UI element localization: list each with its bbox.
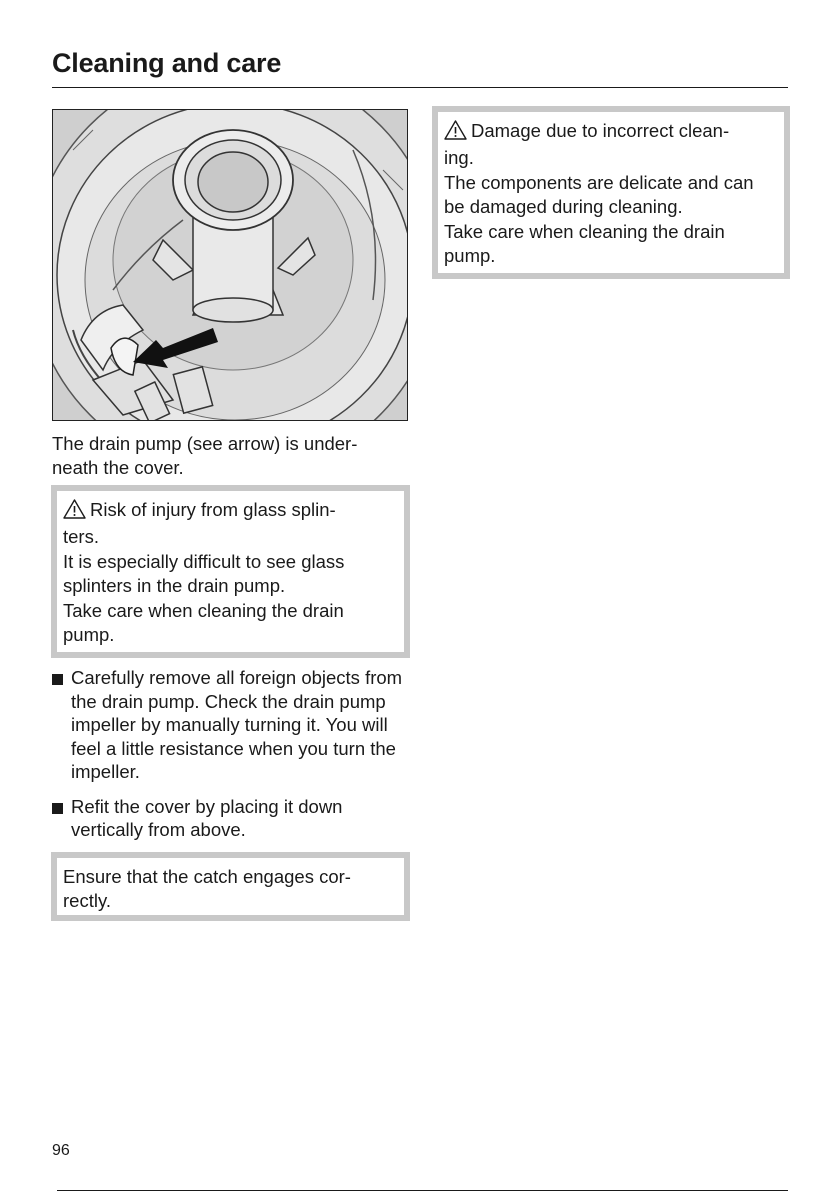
list-item: Carefully remove all foreign objects from the drain pump. Check the drain pump impeller by manually turning it. You will feel a little resistance when you turn the impeller. <box>52 666 410 784</box>
note-text: Ensure that the catch engages cor- rectly. <box>63 866 351 911</box>
note-box <box>51 852 410 921</box>
instruction-list <box>52 666 410 853</box>
warning-text: It is especially difficult to see glass splinters in the drain pump. <box>63 551 345 596</box>
drain-pump-photo <box>52 109 408 421</box>
warning-box-glass <box>51 485 410 658</box>
warning-text: The components are delicate and can be damaged during cleaning. <box>444 172 754 217</box>
warning-heading: Damage due to incorrect clean- ing. <box>444 120 730 168</box>
figure-caption: The drain pump (see arrow) is under- neath the cover. <box>52 433 358 478</box>
warning-text: Take care when cleaning the drain pump. <box>63 600 344 645</box>
title-divider <box>52 87 788 88</box>
warning-heading: Risk of injury from glass splin- ters. <box>63 499 336 547</box>
page-number: 96 <box>52 1142 70 1159</box>
list-item: Refit the cover by placing it down vertically from above. <box>52 795 410 842</box>
warning-triangle-icon <box>63 499 86 525</box>
page-title: Cleaning and care <box>52 48 282 78</box>
warning-text: Take care when cleaning the drain pump. <box>444 221 725 266</box>
warning-box-damage <box>432 106 790 279</box>
bullet-square-icon <box>52 674 63 685</box>
drain-pump-illustration <box>53 110 407 420</box>
bullet-square-icon <box>52 803 63 814</box>
warning-triangle-icon <box>444 120 467 146</box>
